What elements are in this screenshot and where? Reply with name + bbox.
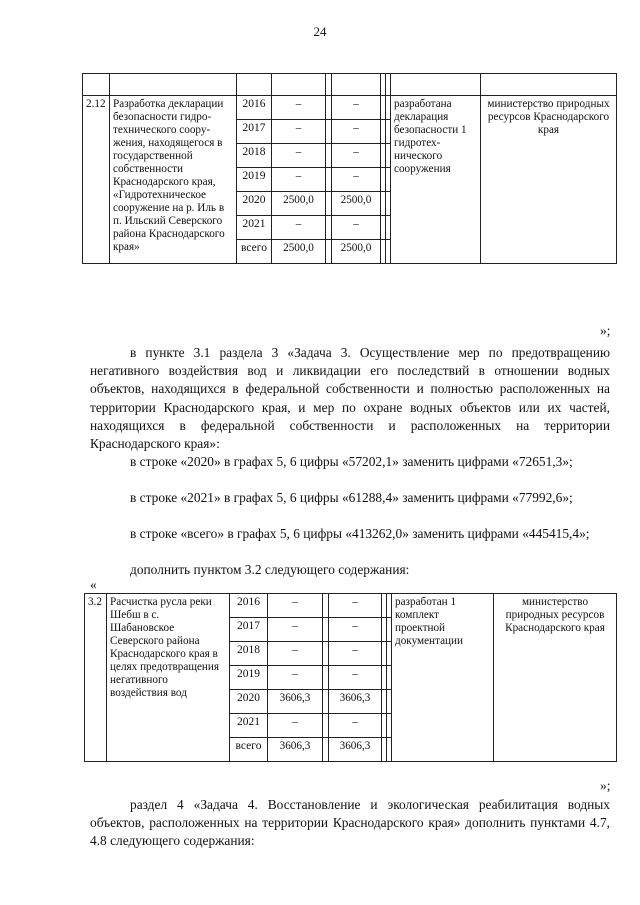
paragraph-section-4: раздел 4 «Задача 4. Восстановление и экологическая реабилитация водных объектов, расположенных на территории Краснодарского края» дополнить пунктами 4.7, 4.8 следующего содержания: bbox=[90, 797, 610, 849]
narrow-cell bbox=[386, 168, 391, 192]
amount-regional-budget-cell: – bbox=[329, 714, 382, 738]
year-cell: 2018 bbox=[230, 642, 268, 666]
executor-cell: министерство природных ресурсов Краснодарского края bbox=[494, 594, 617, 762]
amount-regional-budget-cell: – bbox=[332, 96, 381, 120]
item-name: Разработка декларации безопасности гидротехнического сооружения, находящегося в государственной собственности Краснодарского края, «Гидротехническое сооружение на р. Иль в п. Ильский Северского района Краснодарского края» bbox=[110, 96, 237, 264]
table-row bbox=[85, 594, 617, 618]
amount-total-cell: – bbox=[268, 714, 323, 738]
year-cell: 2016 bbox=[230, 594, 268, 618]
amount-total-cell: – bbox=[272, 168, 326, 192]
narrow-cell bbox=[386, 120, 391, 144]
amount-regional-budget-cell: – bbox=[332, 168, 381, 192]
year-cell: 2017 bbox=[237, 120, 272, 144]
amount-total-cell: – bbox=[272, 120, 326, 144]
item-name: Расчистка русла реки Шебш в с. Шабановское Северского района Краснодарского края в целях предотвращения негативного воздействия вод bbox=[107, 594, 230, 762]
narrow-cell bbox=[386, 144, 391, 168]
amount-regional-budget-cell: 2500,0 bbox=[332, 192, 381, 216]
narrow-cell bbox=[386, 192, 391, 216]
table-row bbox=[83, 96, 617, 120]
program-table-item-2-12 bbox=[82, 73, 617, 264]
amount-regional-budget-cell: – bbox=[329, 618, 382, 642]
amount-total-cell: – bbox=[268, 642, 323, 666]
executor-cell: министерство природных ресурсов Краснодарского края bbox=[481, 96, 617, 264]
year-cell: 2021 bbox=[237, 216, 272, 240]
amount-total-cell: – bbox=[272, 144, 326, 168]
amount-regional-budget-cell: 3606,3 bbox=[329, 738, 382, 762]
result-cell: разработан 1 комплект проектной документации bbox=[392, 594, 494, 762]
narrow-cell bbox=[387, 618, 392, 642]
closing-quote: »; bbox=[600, 778, 611, 793]
amount-regional-budget-cell: 3606,3 bbox=[329, 690, 382, 714]
narrow-cell bbox=[387, 642, 392, 666]
year-cell: 2021 bbox=[230, 714, 268, 738]
amount-total-cell: – bbox=[272, 96, 326, 120]
narrow-cell bbox=[387, 738, 392, 762]
narrow-cell bbox=[386, 216, 391, 240]
page-number: 24 bbox=[313, 24, 327, 39]
year-cell: 2020 bbox=[230, 690, 268, 714]
narrow-cell bbox=[386, 240, 391, 264]
amount-total-cell: – bbox=[268, 594, 323, 618]
paragraph-row-2021: в строке «2021» в графах 5, 6 цифры «61288,4» заменить цифрами «77992,6»; bbox=[130, 490, 573, 505]
program-table-item-3-2 bbox=[84, 593, 617, 762]
amount-total-cell: 2500,0 bbox=[272, 192, 326, 216]
year-cell: 2017 bbox=[230, 618, 268, 642]
paragraph-row-total: в строке «всего» в графах 5, 6 цифры «413262,0» заменить цифрами «445415,4»; bbox=[130, 526, 590, 541]
amount-regional-budget-cell: – bbox=[329, 594, 382, 618]
item-number: 2.12 bbox=[83, 96, 110, 264]
year-cell: 2016 bbox=[237, 96, 272, 120]
paragraph-add-item-3-2: дополнить пунктом 3.2 следующего содержания: bbox=[130, 562, 410, 577]
item-number: 3.2 bbox=[85, 594, 107, 762]
closing-quote: »; bbox=[600, 323, 611, 338]
narrow-cell bbox=[387, 666, 392, 690]
year-cell: всего bbox=[237, 240, 272, 264]
amount-regional-budget-cell: – bbox=[329, 666, 382, 690]
narrow-cell bbox=[387, 690, 392, 714]
year-cell: 2019 bbox=[237, 168, 272, 192]
year-cell: 2019 bbox=[230, 666, 268, 690]
amount-regional-budget-cell: – bbox=[332, 216, 381, 240]
amount-total-cell: 3606,3 bbox=[268, 690, 323, 714]
amount-regional-budget-cell: – bbox=[329, 642, 382, 666]
amount-total-cell: – bbox=[268, 618, 323, 642]
opening-quote: « bbox=[90, 577, 97, 592]
year-cell: 2020 bbox=[237, 192, 272, 216]
year-cell: 2018 bbox=[237, 144, 272, 168]
narrow-cell bbox=[387, 714, 392, 738]
paragraph-section-3-1: в пункте 3.1 раздела 3 «Задача 3. Осуществление мер по предотвращению негативного воздействия вод и ликвидации его последствий в отношении водных объектов, находящихся в федеральной собственности и полностью расположенных на территории Краснодарского края, и мер по охране водных объектов или их частей, находящихся в федеральной собственности и расположенных на территории Краснодарского края»: bbox=[90, 345, 610, 452]
amount-total-cell: – bbox=[268, 666, 323, 690]
amount-total-cell: 3606,3 bbox=[268, 738, 323, 762]
amount-regional-budget-cell: – bbox=[332, 144, 381, 168]
year-cell: всего bbox=[230, 738, 268, 762]
table-header-row bbox=[83, 74, 617, 96]
amount-regional-budget-cell: 2500,0 bbox=[332, 240, 381, 264]
paragraph-row-2020: в строке «2020» в графах 5, 6 цифры «57202,1» заменить цифрами «72651,3»; bbox=[130, 454, 573, 469]
result-cell: разработана декларация безопасности 1 гидротехнического сооружения bbox=[391, 96, 481, 264]
amount-total-cell: – bbox=[272, 216, 326, 240]
amount-regional-budget-cell: – bbox=[332, 120, 381, 144]
amount-total-cell: 2500,0 bbox=[272, 240, 326, 264]
